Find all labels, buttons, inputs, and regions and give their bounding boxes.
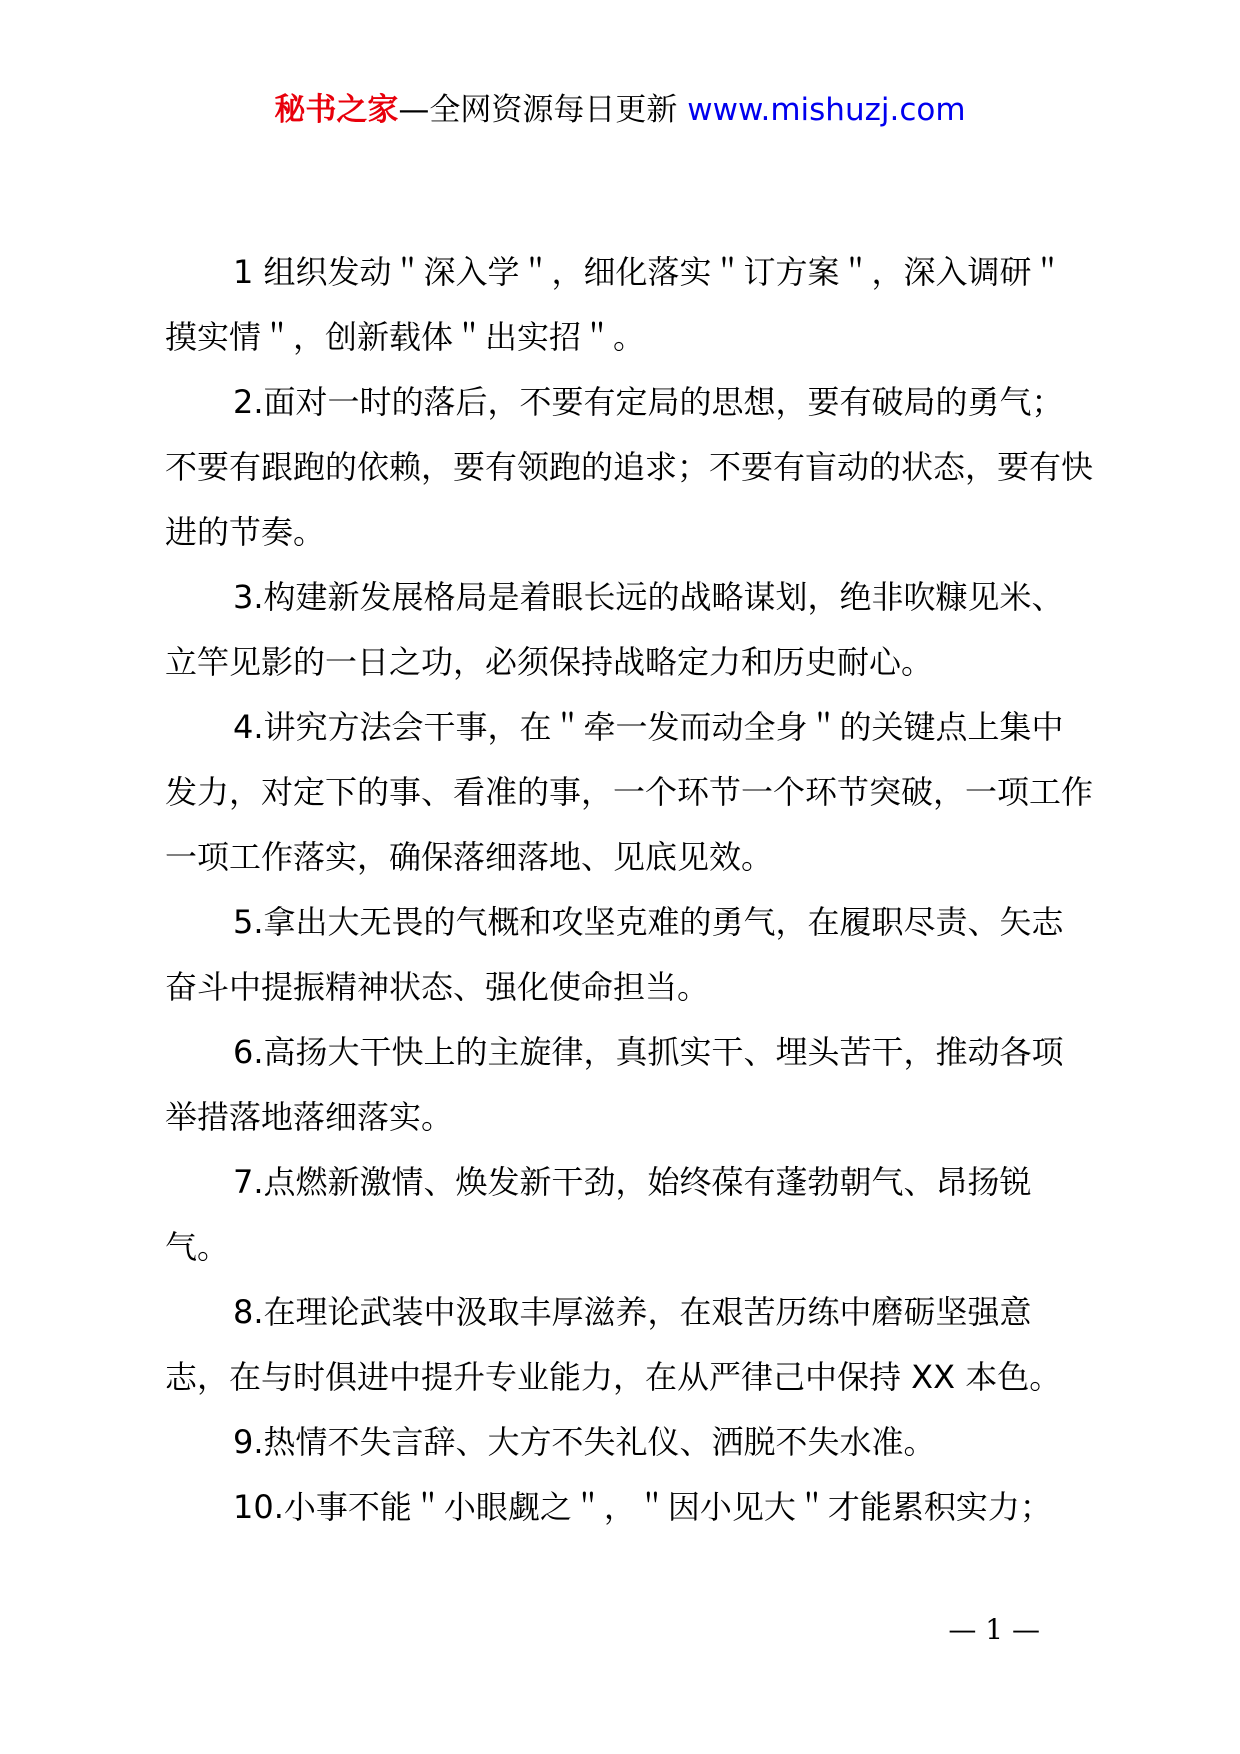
page-number-footer — [0, 1612, 1240, 1648]
paragraph-4: 4.讲究方法会干事，在＂牵一发而动全身＂的关键点上集中发力，对定下的事、看准的事，一个环节一个环节突破，一项工作一项工作落实，确保落细落地、见底见效。 — [165, 708, 1094, 876]
paragraph-5: 5.拿出大无畏的气概和攻坚克难的勇气，在履职尽责、矢志奋斗中提振精神状态、强化使命担当。 — [165, 903, 1064, 1006]
site-url-link[interactable]: www.mishuzj.com — [677, 92, 966, 128]
paragraph-8: 8.在理论武装中汲取丰厚滋养，在艰苦历练中磨砺坚强意志，在与时俱进中提升专业能力，在从严律己中保持 XX 本色。 — [165, 1293, 1062, 1396]
paragraph-3: 3.构建新发展格局是着眼长远的战略谋划，绝非吹糠见米、立竿见影的一日之功，必须保持战略定力和历史耐心。 — [165, 578, 1064, 681]
paragraph-6: 6.高扬大干快上的主旋律，真抓实干、埋头苦干，推动各项举措落地落细落实。 — [165, 1033, 1064, 1136]
document-body — [165, 240, 1095, 1540]
paragraph-2: 2.面对一时的落后，不要有定局的思想，要有破局的勇气；不要有跟跑的依赖，要有领跑的追求；不要有盲动的状态，要有快进的节奏。 — [165, 383, 1094, 551]
brand-name: 秘书之家 — [274, 92, 399, 128]
paragraph-9: 9.热情不失言辞、大方不失礼仪、洒脱不失水准。 — [233, 1423, 936, 1461]
page-header — [0, 88, 1240, 132]
page-number: — 1 — — [948, 1613, 1040, 1646]
header-tagline: —全网资源每日更新 — [398, 92, 678, 128]
paragraph-10: 10.小事不能＂小眼觑之＂，＂因小见大＂才能累积实力； — [233, 1488, 1052, 1526]
paragraph-1: 1 组织发动＂深入学＂，细化落实＂订方案＂，深入调研＂摸实情＂，创新载体＂出实招＂。 — [165, 253, 1064, 356]
paragraph-7: 7.点燃新激情、焕发新干劲，始终葆有蓬勃朝气、昂扬锐气。 — [165, 1163, 1032, 1266]
